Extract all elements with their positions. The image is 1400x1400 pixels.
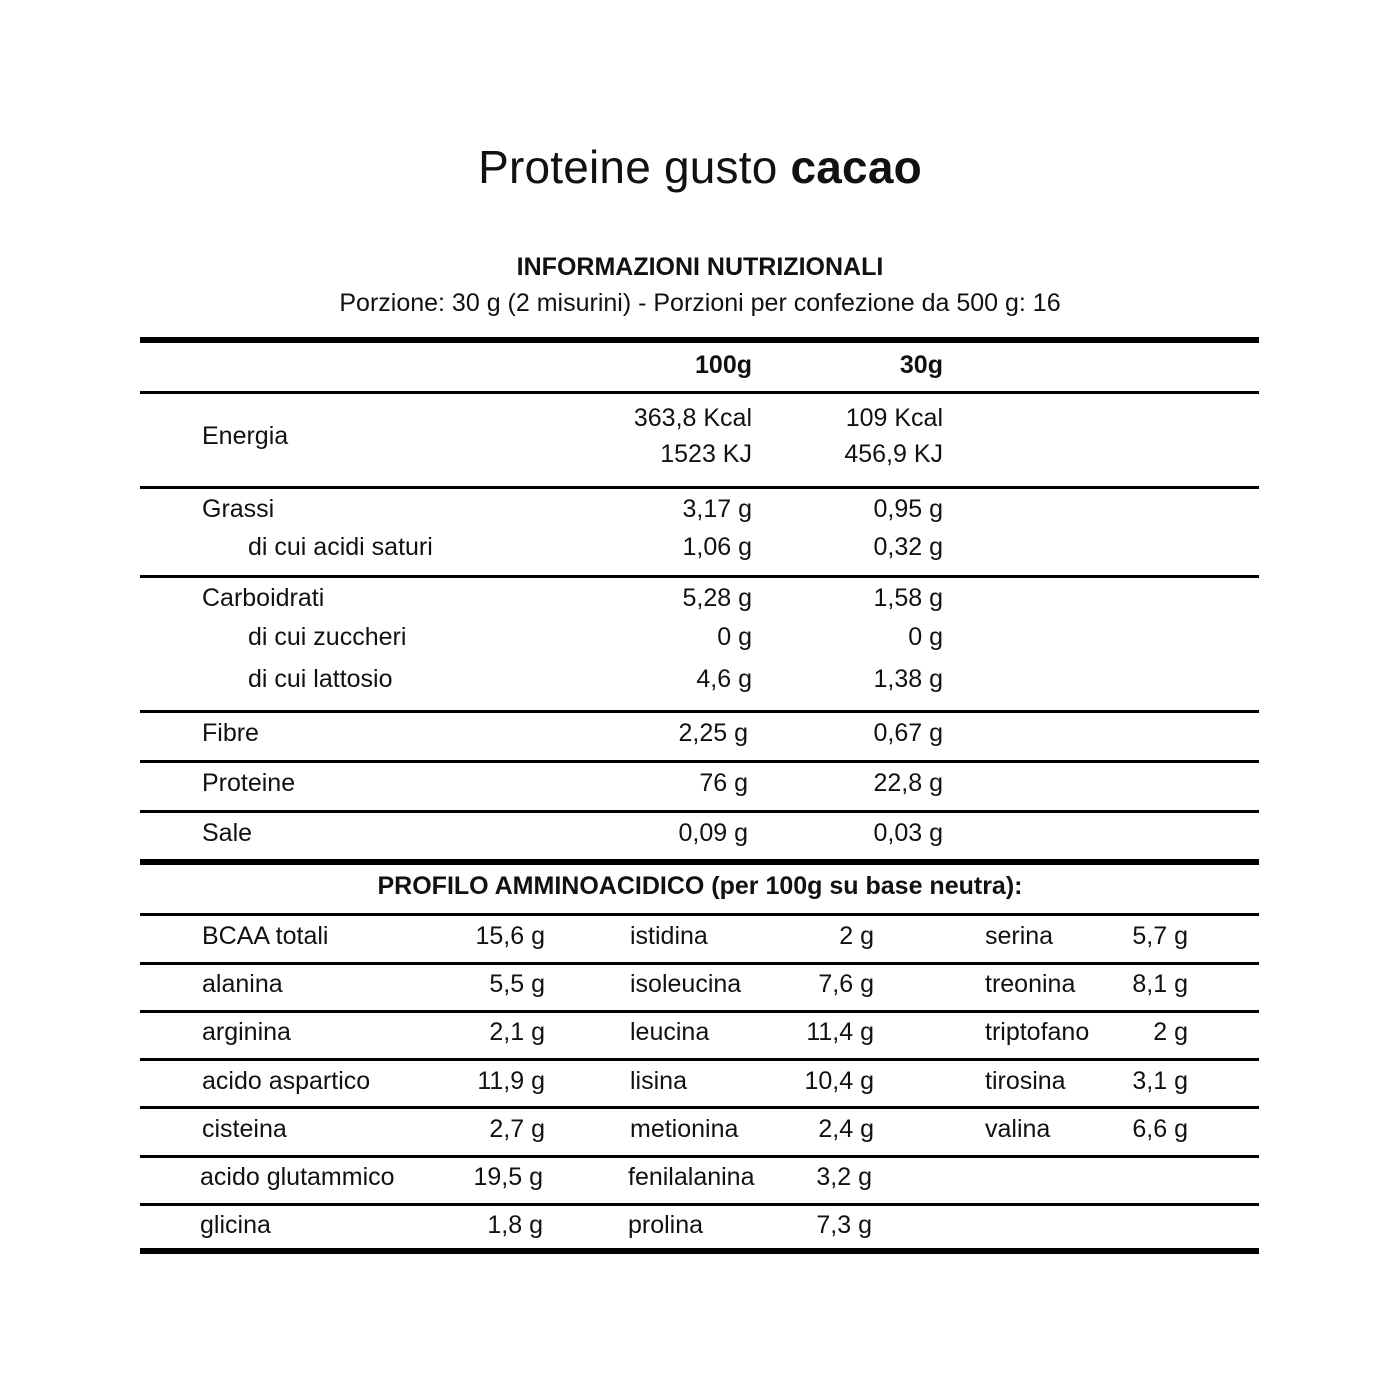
row-label-zuccheri: di cui zuccheri [248,623,407,651]
sale-100g: 0,09 g [678,819,748,847]
proteine-30g: 22,8 g [873,769,943,797]
grassi-30g: 0,95 g [873,495,943,523]
amino-value: 8,1 g [1132,970,1188,998]
section-rule [140,859,1259,865]
amino-name: tirosina [985,1067,1066,1095]
amino-value: 11,4 g [806,1018,874,1046]
amino-value: 11,9 g [477,1067,545,1095]
amino-name: alanina [202,970,283,998]
amino-name: treonina [985,970,1076,998]
amino-value: 2 g [839,922,874,950]
amino-value: 2,1 g [489,1018,545,1046]
row-label-fibre: Fibre [202,719,259,747]
saturi-100g: 1,06 g [682,533,752,561]
amino-name: serina [985,922,1054,950]
amino-value: 7,3 g [816,1211,872,1239]
row-label-sale: Sale [202,819,253,847]
amino-name: prolina [628,1211,704,1239]
section-title: INFORMAZIONI NUTRIZIONALI [516,253,884,281]
table-bottom-rule [140,1248,1259,1254]
amino-value: 19,5 g [473,1163,543,1191]
amino-name: istidina [630,922,708,950]
grassi-100g: 3,17 g [682,495,752,523]
lattosio-30g: 1,38 g [873,665,943,693]
product-title-flavor: cacao [790,141,922,193]
amino-name: cisteina [202,1115,287,1143]
amino-value: 1,8 g [487,1211,543,1239]
amino-value: 6,6 g [1132,1115,1188,1143]
row-label-proteine: Proteine [202,769,296,797]
product-title-normal: Proteine gusto [478,141,791,193]
fibre-30g: 0,67 g [873,719,943,747]
amino-value: 3,2 g [816,1163,872,1191]
divider [140,1203,1259,1206]
amino-name: BCAA totali [202,922,329,950]
carboidrati-30g: 1,58 g [873,584,943,612]
divider [140,575,1259,578]
row-label-lattosio: di cui lattosio [248,665,393,693]
zuccheri-30g: 0 g [908,623,943,651]
amino-profile-title: PROFILO AMMINOACIDICO (per 100g su base neutra): [377,872,1023,900]
row-label-energia: Energia [202,422,289,450]
fibre-100g: 2,25 g [678,719,748,747]
divider [140,810,1259,813]
row-label-carboidrati: Carboidrati [202,584,325,612]
divider [140,391,1259,394]
divider [140,486,1259,489]
amino-name: leucina [630,1018,710,1046]
saturi-30g: 0,32 g [873,533,943,561]
row-label-saturi: di cui acidi saturi [248,533,433,561]
divider [140,1106,1259,1109]
amino-name: fenilalanina [628,1163,755,1191]
amino-name: isoleucina [630,970,742,998]
divider [140,1010,1259,1013]
amino-name: acido aspartico [202,1067,371,1095]
zuccheri-100g: 0 g [717,623,752,651]
amino-value: 7,6 g [818,970,874,998]
amino-name: triptofano [985,1018,1090,1046]
portion-info: Porzione: 30 g (2 misurini) - Porzioni per confezione da 500 g: 16 [339,289,1061,317]
amino-name: arginina [202,1018,291,1046]
column-header-100g: 100g [695,351,752,379]
row-label-grassi: Grassi [202,495,275,523]
divider [140,1058,1259,1061]
amino-value: 3,1 g [1132,1067,1188,1095]
divider [140,913,1259,916]
amino-name: acido glutammico [200,1163,395,1191]
energia-30g-kcal: 109 Kcal [845,404,943,432]
divider [140,760,1259,763]
proteine-100g: 76 g [699,769,748,797]
amino-value: 2 g [1153,1018,1188,1046]
column-header-30g: 30g [899,351,943,379]
amino-value: 10,4 g [804,1067,874,1095]
energia-100g-kj: 1523 KJ [660,440,752,468]
amino-value: 5,7 g [1132,922,1188,950]
amino-name: lisina [630,1067,687,1095]
amino-value: 2,7 g [489,1115,545,1143]
lattosio-100g: 4,6 g [696,665,752,693]
amino-name: glicina [200,1211,271,1239]
energia-100g-kcal: 363,8 Kcal [633,404,752,432]
carboidrati-100g: 5,28 g [682,584,752,612]
energia-30g-kj: 456,9 KJ [844,440,943,468]
product-title [0,140,1400,194]
amino-name: metionina [630,1115,739,1143]
table-top-rule [140,337,1259,343]
divider [140,962,1259,965]
sale-30g: 0,03 g [873,819,943,847]
divider [140,1155,1259,1158]
amino-value: 5,5 g [489,970,545,998]
amino-value: 2,4 g [818,1115,874,1143]
amino-value: 15,6 g [475,922,545,950]
divider [140,710,1259,713]
amino-name: valina [985,1115,1051,1143]
